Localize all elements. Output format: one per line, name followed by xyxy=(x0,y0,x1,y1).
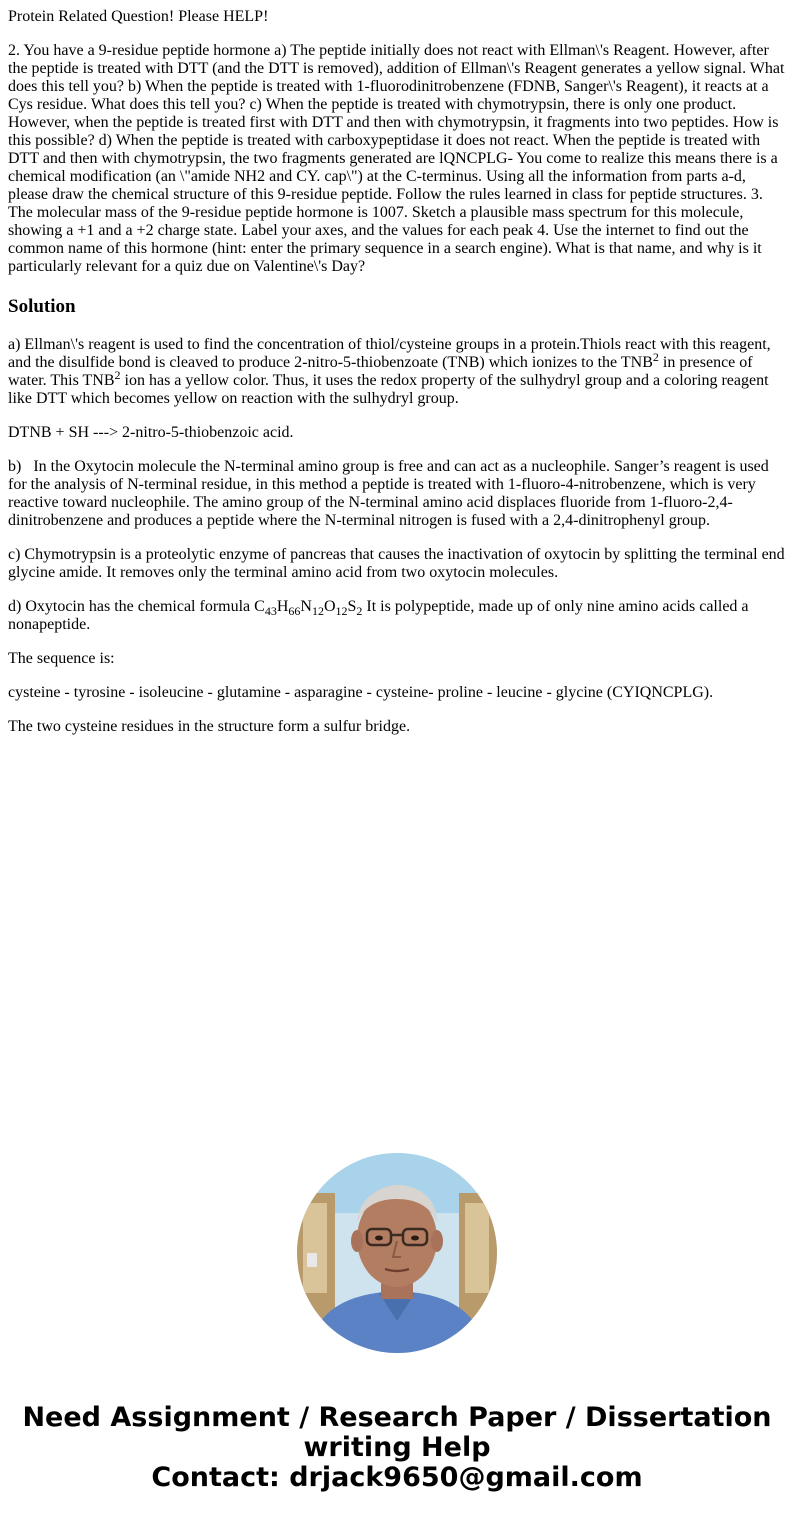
formula-h: H xyxy=(276,598,289,615)
part-a-text-3: ion has a yellow color. Thus, it uses the redox property of the sulhydryl group and a coloring reagent like DTT which becomes yellow on reaction with the sulhydryl group. xyxy=(8,372,769,407)
part-a-superscript-2: 2 xyxy=(114,368,121,382)
part-d-suffix: It is polypeptide, made up of only nine amino acids called a nonapeptide. xyxy=(8,598,749,633)
formula-sub-o: 12 xyxy=(335,604,348,618)
footer-contact-email: Contact: drjack9650@gmail.com xyxy=(151,1462,643,1493)
footer-advert xyxy=(0,1403,794,1493)
formula-sub-s: 2 xyxy=(356,604,363,618)
solution-part-d xyxy=(8,598,786,634)
footer-line-1: Need Assignment / Research Paper / Dissertation xyxy=(22,1402,772,1433)
solution-part-c: c) Chymotrypsin is a proteolytic enzyme of pancreas that causes the inactivation of oxytocin by splitting the terminal end glycine amide. It removes only the terminal amino acid from two oxytocin molecules. xyxy=(8,546,785,581)
formula-sub-n: 12 xyxy=(311,604,324,618)
sequence-intro: The sequence is: xyxy=(8,650,115,667)
solution-heading: Solution xyxy=(8,296,76,317)
formula-sub-c: 43 xyxy=(264,604,277,618)
sequence-text: cysteine - tyrosine - isoleucine - glutamine - asparagine - cysteine- proline - leucine - glycine (CYIQNCPLG). xyxy=(8,684,714,701)
document-body xyxy=(8,0,786,752)
part-a-superscript-1: 2 xyxy=(652,350,659,364)
formula-sub-h: 66 xyxy=(288,604,301,618)
formula-o: O xyxy=(323,598,336,615)
part-a-text-1: a) Ellman\'s reagent is used to find the concentration of thiol/cysteine groups in a protein.Thiols react with this reagent, and the disulfide bond is cleaved to produce 2-nitro-5-thiobenzoate (TNB) which ionizes to the TNB xyxy=(8,336,771,371)
sulfur-bridge-note: The two cysteine residues in the structure form a sulfur bridge. xyxy=(8,718,411,735)
footer-line-2: writing Help xyxy=(303,1432,491,1463)
solution-part-a xyxy=(8,336,786,408)
part-d-text: d) Oxytocin has the chemical formula C xyxy=(8,598,265,615)
formula-s: S xyxy=(347,598,357,615)
formula-n: N xyxy=(300,598,312,615)
reaction-equation: DTNB + SH ---> 2-nitro-5-thiobenzoic acid. xyxy=(8,424,294,441)
solution-part-b: b) In the Oxytocin molecule the N-terminal amino group is free and can act as a nucleophile. Sanger’s reagent is used for the analysis of N-terminal residue, in this method a peptide is treated with 1-fluoro-4-nitrobenzene, which is very reactive toward nucleophile. The amino group of the N-terminal amino acid displaces fluoride from 1-fluoro-2,4-dinitrobenzene and produces a peptide where the N-terminal nitrogen is fused with a 2,4-dinitrophenyl group. xyxy=(8,458,769,529)
part-a-text-2: in presence of water. This TNB xyxy=(8,354,753,389)
question-body: 2. You have a 9-residue peptide hormone a) The peptide initially does not react with Ellman\'s Reagent. However, after the peptide is treated with DTT (and the DTT is removed), addition of Ellman\'s Reagent generates a yellow signal. What does this tell you? b) When the peptide is treated with 1-fluorodinitrobenzene (FDNB, Sanger\'s Reagent), it reacts at a Cys residue. What does this tell you? c) When the peptide is treated with chymotrypsin, there is only one product. However, when the peptide is treated first with DTT and then with chymotrypsin, it fragments into two peptides. How is this possible? d) When the peptide is treated with carboxypeptidase it does not react. When the peptide is treated with DTT and then with chymotrypsin, the two fragments generated are lQNCPLG- You come to realize this means there is a chemical modification (an \"amide NH2 and CY. cap\") at the C-terminus. Using all the information from parts a-d, please draw the chemical structure of this 9-residue peptide. Follow the rules learned in class for peptide structures. 3. The molecular mass of the 9-residue peptide hormone is 1007. Sketch a plausible mass spectrum for this molecule, showing a +1 and a +2 charge state. Label your axes, and the values for each peak 4. Use the internet to find out the common name of this hormone (hint: enter the primary sequence in a search engine). What is that name, and why is it particularly relevant for a quiz due on Valentine\'s Day? xyxy=(8,42,785,275)
author-avatar xyxy=(297,1153,497,1353)
question-title: Protein Related Question! Please HELP! xyxy=(8,8,269,25)
